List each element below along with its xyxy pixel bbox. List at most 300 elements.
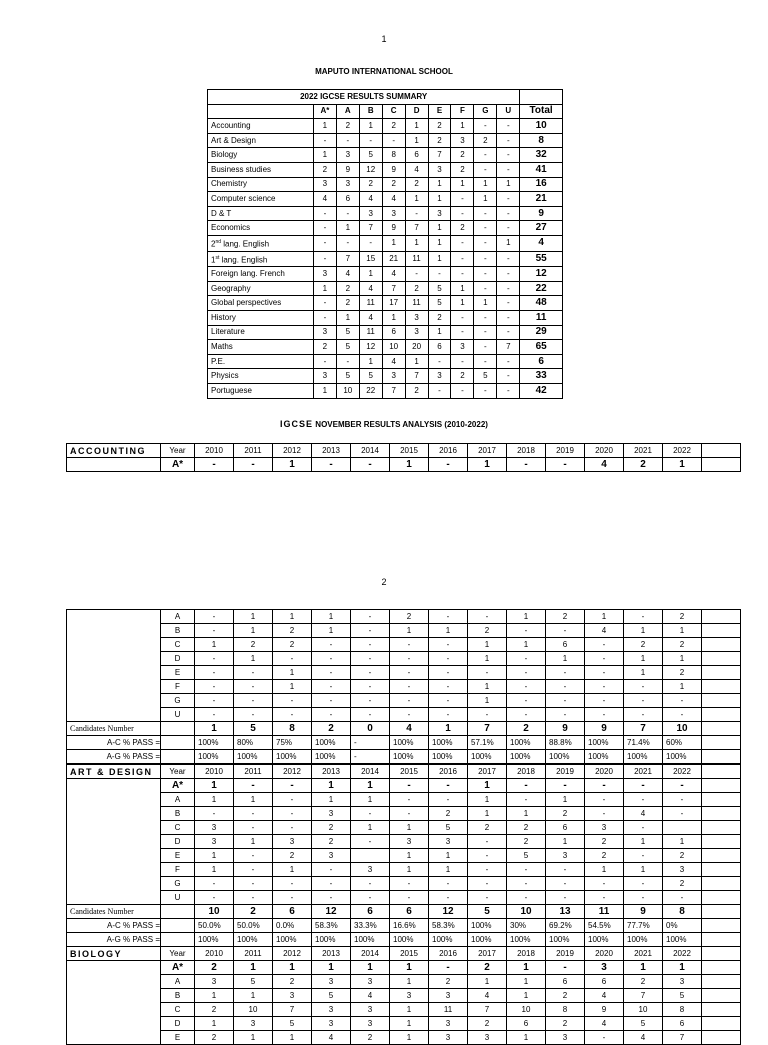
summary-row [208, 148, 563, 163]
candidates-cell: 10 [195, 905, 234, 919]
grade-count: 5 [428, 296, 451, 311]
grade-cell: - [351, 807, 390, 821]
grade-cell: 2 [468, 1017, 507, 1031]
grade-row [67, 989, 741, 1003]
ag-pass-cell: 100% [390, 933, 429, 947]
grade-count: - [497, 133, 520, 148]
grade-count: 1 [359, 354, 382, 369]
ac-pass-cell: 50.0% [195, 919, 234, 933]
grade-header-G: G [474, 104, 497, 119]
grade-cell: 4 [624, 1031, 663, 1045]
blank-cell [702, 638, 741, 652]
grade-cell: - [312, 708, 351, 722]
blank-cell [702, 933, 741, 947]
total-cell: 11 [520, 311, 563, 326]
summary-row [208, 235, 563, 251]
grade-cell: 1 [429, 863, 468, 877]
grade-count: 3 [382, 206, 405, 221]
subject-name: History [208, 311, 314, 326]
grade-count: 1 [428, 192, 451, 207]
total-cell: 22 [520, 281, 563, 296]
ac-pass-cell: 100% [468, 919, 507, 933]
grade-count: - [313, 133, 336, 148]
grade-count: 2 [428, 311, 451, 326]
grade-count: 1 [451, 281, 474, 296]
subject-name: Literature [208, 325, 314, 340]
grade-cell: 2 [312, 821, 351, 835]
grade-cell: 3 [546, 849, 585, 863]
grade-cell: - [390, 652, 429, 666]
grade-cell: - [351, 708, 390, 722]
grade-cell: - [195, 708, 234, 722]
blank-cell [702, 722, 741, 736]
year-cell: 2019 [546, 947, 585, 961]
grade-cell: 4 [585, 1017, 624, 1031]
grade-row [67, 821, 741, 835]
grade-count: 6 [428, 340, 451, 355]
grade-cell: - [234, 708, 273, 722]
ag-pass-cell: 100% [507, 750, 546, 765]
grade-cell: - [390, 807, 429, 821]
grade-cell: 1 [195, 1017, 234, 1031]
blank-cell [702, 666, 741, 680]
candidates-cell: 11 [585, 905, 624, 919]
grade-count: 4 [359, 311, 382, 326]
blank-cell [702, 444, 741, 458]
ag-pass-cell: 100% [468, 750, 507, 765]
grade-count: - [428, 384, 451, 399]
grade-cell: - [429, 877, 468, 891]
blank-cell [702, 905, 741, 919]
ag-pass-cell: 100% [546, 933, 585, 947]
grade-cell: - [351, 652, 390, 666]
grade-cell: 1 [195, 849, 234, 863]
grade-cell: 6 [546, 638, 585, 652]
subject-name: 1st lang. English [208, 251, 314, 267]
total-cell: 48 [520, 296, 563, 311]
grade-cell: 1 [507, 638, 546, 652]
grade-cell: 11 [429, 1003, 468, 1017]
astar-cell: - [546, 961, 585, 975]
astar-row [67, 458, 741, 472]
grade-cell: 2 [390, 610, 429, 624]
grade-count: 1 [336, 311, 359, 326]
grade-count: 5 [474, 369, 497, 384]
total-cell: 21 [520, 192, 563, 207]
grade-cell: 3 [663, 863, 702, 877]
ag-pass-cell: 100% [195, 750, 234, 765]
grade-cell: - [507, 680, 546, 694]
grade-cell: 2 [663, 610, 702, 624]
astar-cell: - [546, 458, 585, 472]
ag-pass-cell: - [351, 750, 390, 765]
grade-cell: 3 [312, 975, 351, 989]
grade-cell: 1 [507, 807, 546, 821]
grade-cell: - [351, 610, 390, 624]
grade-cell: - [195, 666, 234, 680]
grade-cell: 1 [195, 793, 234, 807]
grade-count: 2 [451, 221, 474, 236]
grade-cell: - [468, 849, 507, 863]
summary-row [208, 177, 563, 192]
blank-cell [702, 961, 741, 975]
grade-count: 2 [451, 162, 474, 177]
ag-pass-cell: 100% [507, 933, 546, 947]
grade-count: - [474, 340, 497, 355]
astar-cell: - [429, 779, 468, 793]
grade-label: U [161, 708, 195, 722]
year-cell: 2016 [429, 764, 468, 779]
year-cell: 2020 [585, 444, 624, 458]
subject-name: D & T [208, 206, 314, 221]
ag-pass-cell: 100% [585, 750, 624, 765]
grade-count: 5 [359, 369, 382, 384]
grade-row [67, 652, 741, 666]
year-cell: 2015 [390, 444, 429, 458]
total-cell: 12 [520, 267, 563, 282]
blank-cell [702, 610, 741, 624]
astar-cell: 1 [663, 961, 702, 975]
grade-count: - [313, 235, 336, 251]
year-cell: 2021 [624, 444, 663, 458]
grade-cell: 1 [429, 624, 468, 638]
grade-count: 3 [313, 369, 336, 384]
ac-pass-cell: 100% [195, 736, 234, 750]
ac-pass-cell: 71.4% [624, 736, 663, 750]
grade-cell: 1 [624, 666, 663, 680]
grade-cell: - [390, 793, 429, 807]
grade-cell: - [351, 891, 390, 905]
grade-cell: 1 [468, 680, 507, 694]
grade-count: 9 [336, 162, 359, 177]
astar-cell: - [351, 458, 390, 472]
summary-row [208, 340, 563, 355]
grade-count: 22 [359, 384, 382, 399]
candidates-cell: 12 [429, 905, 468, 919]
grade-cell: 4 [468, 989, 507, 1003]
year-cell: 2010 [195, 444, 234, 458]
ac-pass-cell: 54.5% [585, 919, 624, 933]
grade-cell: 1 [390, 1017, 429, 1031]
grade-count: - [497, 384, 520, 399]
total-cell: 29 [520, 325, 563, 340]
grade-cell: - [546, 863, 585, 877]
summary-table [207, 89, 563, 399]
astar-cell: - [234, 458, 273, 472]
astar-cell: 1 [195, 779, 234, 793]
grade-count: 2 [313, 162, 336, 177]
grade-cell: 1 [546, 793, 585, 807]
astar-cell: - [507, 779, 546, 793]
ag-pass-cell: 100% [429, 750, 468, 765]
candidates-row [67, 722, 741, 736]
grade-cell: - [546, 694, 585, 708]
year-cell: 2018 [507, 764, 546, 779]
blank-cell [702, 891, 741, 905]
grade-cell: 2 [273, 624, 312, 638]
subject-heading: BIOLOGY [67, 947, 161, 961]
ag-pass-row [67, 933, 741, 947]
ac-pass-cell: 50.0% [234, 919, 273, 933]
grade-count: 3 [313, 325, 336, 340]
year-cell: 2018 [507, 444, 546, 458]
grade-cell: 2 [273, 638, 312, 652]
summary-row [208, 162, 563, 177]
grade-cell: 2 [468, 624, 507, 638]
blank-cell [702, 624, 741, 638]
blank-cell [702, 694, 741, 708]
grade-cell: - [312, 694, 351, 708]
grade-count: 6 [336, 192, 359, 207]
grade-cell: 3 [312, 1003, 351, 1017]
astar-cell: 1 [468, 458, 507, 472]
grade-row [67, 610, 741, 624]
grade-cell: 1 [390, 1031, 429, 1045]
grade-count: 1 [497, 177, 520, 192]
ac-pass-cell: 100% [585, 736, 624, 750]
grade-cell: - [429, 666, 468, 680]
grade-count: 1 [382, 311, 405, 326]
grade-label: D [161, 652, 195, 666]
ac-pass-row [67, 919, 741, 933]
grade-cell: - [195, 624, 234, 638]
grade-cell: - [273, 793, 312, 807]
year-cell: 2013 [312, 444, 351, 458]
astar-cell: 1 [312, 961, 351, 975]
grade-cell: - [585, 1031, 624, 1045]
grade-cell: - [429, 793, 468, 807]
grade-cell: 1 [507, 1031, 546, 1045]
grade-cell: - [585, 680, 624, 694]
total-cell: 8 [520, 133, 563, 148]
astar-cell: 1 [351, 779, 390, 793]
ac-pass-cell: 58.3% [429, 919, 468, 933]
blank-cell [702, 652, 741, 666]
candidates-cell: 8 [273, 722, 312, 736]
candidates-cell: 5 [468, 905, 507, 919]
grade-header-C: C [382, 104, 405, 119]
grade-count: 1 [497, 235, 520, 251]
grade-cell: - [351, 835, 390, 849]
grade-count: 10 [336, 384, 359, 399]
grade-count: 6 [405, 148, 428, 163]
grade-cell: - [546, 680, 585, 694]
grade-count: - [497, 296, 520, 311]
grade-cell: 2 [429, 975, 468, 989]
grade-cell: - [195, 877, 234, 891]
candidates-cell: 2 [507, 722, 546, 736]
grade-cell: 2 [546, 989, 585, 1003]
grade-count: 1 [428, 235, 451, 251]
grade-cell: - [507, 652, 546, 666]
blank-cell [702, 793, 741, 807]
candidates-cell: 1 [429, 722, 468, 736]
grade-cell: 1 [234, 1031, 273, 1045]
candidates-cell: 4 [390, 722, 429, 736]
blank-cell [702, 736, 741, 750]
grade-count: - [451, 206, 474, 221]
grade-count: 11 [405, 251, 428, 267]
ac-pass-cell: 80% [234, 736, 273, 750]
grade-cell: - [312, 680, 351, 694]
grade-cell: - [468, 835, 507, 849]
year-cell: 2021 [624, 947, 663, 961]
grade-cell: - [507, 891, 546, 905]
grade-cell: 1 [663, 624, 702, 638]
grade-cell: 3 [429, 835, 468, 849]
subject-name: Accounting [208, 119, 314, 134]
grade-cell: - [429, 694, 468, 708]
grade-count: 7 [497, 340, 520, 355]
astar-cell: 2 [195, 961, 234, 975]
grade-cell: 1 [195, 638, 234, 652]
ag-pass-cell: 100% [663, 750, 702, 765]
grade-count: - [474, 311, 497, 326]
grade-count: 2 [474, 133, 497, 148]
astar-row [67, 779, 741, 793]
total-cell: 9 [520, 206, 563, 221]
year-cell: 2013 [312, 947, 351, 961]
ac-pass-cell: - [351, 736, 390, 750]
grade-cell: - [234, 821, 273, 835]
grade-cell: - [429, 680, 468, 694]
blank-cell [702, 877, 741, 891]
blank-cell [161, 919, 195, 933]
grade-cell: - [429, 891, 468, 905]
grade-count: 5 [336, 340, 359, 355]
grade-count: 1 [313, 119, 336, 134]
ag-pass-row [67, 750, 741, 765]
grade-cell: - [468, 666, 507, 680]
grade-label: B [161, 624, 195, 638]
grade-cell: 1 [624, 835, 663, 849]
grade-cell: - [546, 624, 585, 638]
grade-count: 1 [474, 192, 497, 207]
grade-count: 2 [382, 177, 405, 192]
grade-count: - [497, 267, 520, 282]
grade-cell: 2 [624, 975, 663, 989]
grade-cell: - [351, 694, 390, 708]
grade-count: - [451, 384, 474, 399]
grade-cell: - [234, 849, 273, 863]
grade-cell: 1 [234, 652, 273, 666]
grade-header-Total: Total [520, 104, 563, 119]
grade-cell: 3 [195, 821, 234, 835]
grade-cell: 1 [507, 989, 546, 1003]
grade-row [67, 849, 741, 863]
grade-count: - [497, 221, 520, 236]
grade-count: - [405, 206, 428, 221]
candidates-cell: 10 [663, 722, 702, 736]
total-cell: 42 [520, 384, 563, 399]
grade-cell: 2 [507, 835, 546, 849]
grade-count: - [474, 235, 497, 251]
grade-count: 1 [359, 119, 382, 134]
blank-cell [702, 750, 741, 765]
grade-cell: - [273, 708, 312, 722]
blank-cell [161, 905, 195, 919]
blank-cell [67, 458, 161, 472]
grade-cell: - [429, 638, 468, 652]
ac-pass-label: A-C % PASS = [67, 736, 161, 750]
grade-count: 3 [428, 369, 451, 384]
grade-count: 1 [313, 281, 336, 296]
grade-count: - [451, 311, 474, 326]
grade-cell: - [585, 708, 624, 722]
grade-cell: 2 [663, 849, 702, 863]
candidates-cell: 2 [234, 905, 273, 919]
grade-count: 21 [382, 251, 405, 267]
grade-count: - [474, 119, 497, 134]
grade-cell: 5 [273, 1017, 312, 1031]
astar-row [67, 961, 741, 975]
grade-cell: 1 [234, 624, 273, 638]
grade-label: A [161, 793, 195, 807]
grade-cell: - [390, 708, 429, 722]
total-cell: 4 [520, 235, 563, 251]
summary-row [208, 354, 563, 369]
grade-cell: 10 [234, 1003, 273, 1017]
grade-label: C [161, 821, 195, 835]
grade-cell: 2 [351, 1031, 390, 1045]
astar-cell: 1 [390, 961, 429, 975]
ac-pass-cell: 16.6% [390, 919, 429, 933]
grade-cell: 2 [468, 821, 507, 835]
grade-count: 3 [336, 148, 359, 163]
grade-count: 5 [359, 148, 382, 163]
results-table-p2 [66, 609, 741, 1045]
astar-label: A* [161, 961, 195, 975]
ac-pass-cell: 100% [507, 736, 546, 750]
year-cell: 2012 [273, 764, 312, 779]
grade-label: F [161, 863, 195, 877]
candidates-cell: 7 [624, 722, 663, 736]
ac-pass-cell: 57.1% [468, 736, 507, 750]
grade-cell: 3 [195, 835, 234, 849]
grade-cell: 1 [624, 863, 663, 877]
grade-cell: - [312, 638, 351, 652]
grade-cell: - [234, 877, 273, 891]
ag-pass-cell: 100% [312, 933, 351, 947]
ac-pass-cell: 60% [663, 736, 702, 750]
year-cell: 2022 [663, 764, 702, 779]
grade-count: 3 [313, 267, 336, 282]
grade-header-A: A [336, 104, 359, 119]
grade-count: - [497, 369, 520, 384]
grade-cell: 1 [507, 610, 546, 624]
grade-count: - [474, 251, 497, 267]
subject-name: Portuguese [208, 384, 314, 399]
astar-cell: - [195, 458, 234, 472]
grade-cell: 2 [273, 975, 312, 989]
blank-cell [702, 708, 741, 722]
grade-cell: 1 [351, 793, 390, 807]
total-cell: 6 [520, 354, 563, 369]
grade-cell: 1 [273, 680, 312, 694]
year-cell: 2018 [507, 947, 546, 961]
grade-count: 7 [428, 148, 451, 163]
astar-cell: - [624, 779, 663, 793]
grade-count: - [497, 162, 520, 177]
grade-cell: - [351, 666, 390, 680]
year-cell: 2011 [234, 947, 273, 961]
subject-name: Physics [208, 369, 314, 384]
grade-cell: 8 [546, 1003, 585, 1017]
grade-count: 3 [359, 206, 382, 221]
grade-cell: 1 [468, 652, 507, 666]
grade-count: 12 [359, 340, 382, 355]
grade-cell: 7 [663, 1031, 702, 1045]
